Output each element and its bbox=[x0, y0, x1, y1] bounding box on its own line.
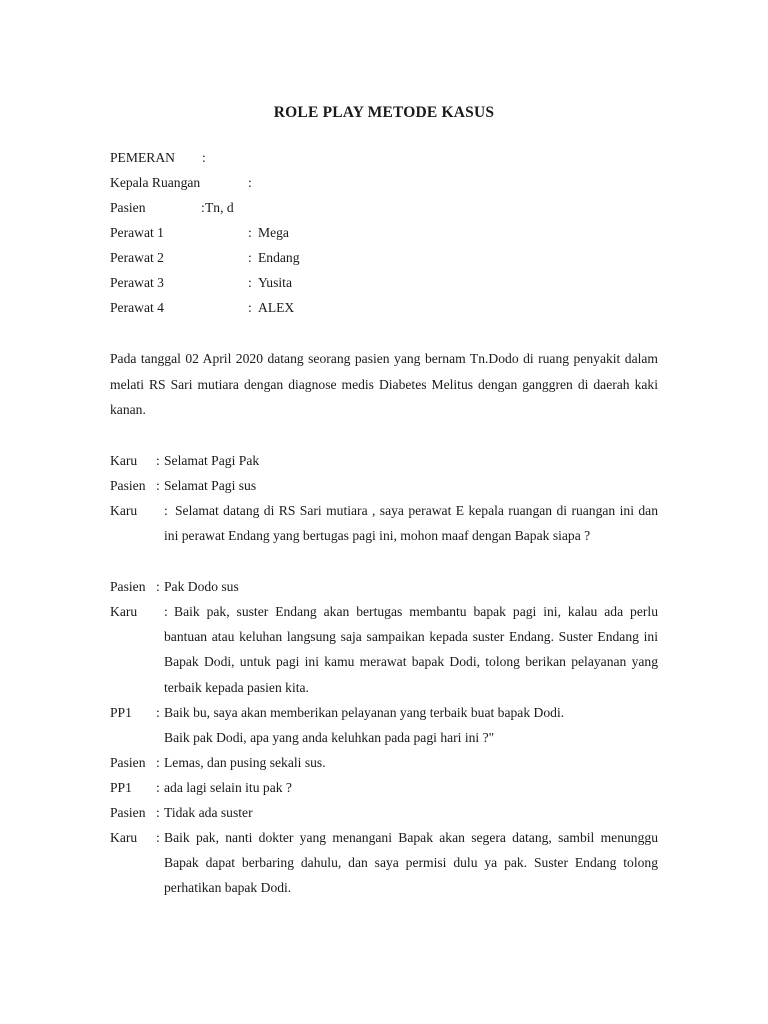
cast-sep: : bbox=[248, 275, 252, 290]
cast-label: Perawat 3 bbox=[110, 275, 164, 290]
dialogue-text-continued: Baik pak Dodi, apa yang anda keluhkan pada pagi hari ini ?" bbox=[164, 730, 495, 745]
cast-label: Perawat 2 bbox=[110, 250, 164, 265]
speaker: Pasien bbox=[110, 478, 146, 493]
dialogue-text: Pak Dodo sus bbox=[164, 579, 239, 594]
cast-sep: : bbox=[248, 225, 252, 240]
page-title: ROLE PLAY METODE KASUS bbox=[273, 104, 495, 121]
cast-sep: : bbox=[202, 150, 206, 165]
cast-value: Mega bbox=[258, 225, 289, 240]
cast-label: Perawat 4 bbox=[110, 300, 164, 315]
speaker-sep: : bbox=[156, 805, 160, 820]
cast-label: Perawat 1 bbox=[110, 225, 164, 240]
speaker: Karu bbox=[110, 830, 138, 845]
speaker-sep: : bbox=[156, 579, 160, 594]
dialogue-text: ada lagi selain itu pak ? bbox=[164, 780, 292, 795]
speaker-sep: : bbox=[156, 780, 160, 795]
speaker-sep: : bbox=[156, 755, 160, 770]
cast-value: Endang bbox=[258, 250, 300, 265]
dialogue-text: Baik pak, nanti dokter yang menangani Bapak akan segera datang, sambil menunggu Bapak dapat berbaring dahulu, dan saya permisi dulu ya pak. Suster Endang tolong perhatikan bapak Dodi. bbox=[164, 830, 658, 896]
cast-sep: : bbox=[248, 250, 252, 265]
cast-value: Yusita bbox=[258, 275, 292, 290]
speaker-sep: : bbox=[164, 503, 168, 518]
speaker-sep: : bbox=[156, 705, 160, 720]
speaker-sep: : bbox=[156, 453, 160, 468]
dialogue-text: Selamat Pagi Pak bbox=[164, 453, 260, 468]
dialogue-text: Baik bu, saya akan memberikan pelayanan yang terbaik buat bapak Dodi. bbox=[164, 705, 565, 720]
speaker: PP1 bbox=[110, 705, 132, 720]
speaker-sep: : bbox=[156, 830, 160, 845]
dialogue-text: Lemas, dan pusing sekali sus. bbox=[164, 755, 326, 770]
cast-label: Pasien bbox=[110, 200, 146, 215]
speaker: Karu bbox=[110, 604, 138, 619]
dialogue-text: Baik pak, suster Endang akan bertugas membantu bapak pagi ini, kalau ada perlu bantuan atau keluhan langsung saja sampaikan kepada suster Endang. Suster Endang ini Bapak Dodi, untuk pagi ini kamu merawat bapak Dodi, tolong berikan pelayanan yang terbaik kepada pasien kita. bbox=[164, 604, 658, 695]
speaker-sep: : bbox=[156, 478, 160, 493]
speaker-sep: : bbox=[164, 604, 168, 619]
dialogue-text: Tidak ada suster bbox=[164, 805, 253, 820]
dialogue-text: Selamat Pagi sus bbox=[164, 478, 257, 493]
dialogue-text: Selamat datang di RS Sari mutiara , saya perawat E kepala ruangan di ruangan ini dan ini perawat Endang yang bertugas pagi ini, mohon maaf dengan Bapak siapa ? bbox=[164, 503, 658, 544]
speaker: Pasien bbox=[110, 805, 146, 820]
dialogue-line bbox=[110, 700, 658, 750]
cast-value: Tn, d bbox=[205, 200, 234, 215]
dialogue-line bbox=[110, 599, 658, 700]
cast-sep: : bbox=[248, 300, 252, 315]
dialogue-line bbox=[110, 825, 658, 901]
speaker: PP1 bbox=[110, 780, 132, 795]
speaker: Pasien bbox=[110, 755, 146, 770]
cast-label: Kepala Ruangan bbox=[110, 175, 201, 190]
speaker: Karu bbox=[110, 503, 138, 518]
cast-sep: : bbox=[201, 200, 205, 215]
speaker: Pasien bbox=[110, 579, 146, 594]
cast-label: PEMERAN bbox=[110, 150, 175, 165]
speaker: Karu bbox=[110, 453, 138, 468]
dialogue-line bbox=[110, 498, 658, 574]
cast-sep: : bbox=[248, 175, 252, 190]
intro-paragraph: Pada tanggal 02 April 2020 datang seorang pasien yang bernam Tn.Dodo di ruang penyakit dalam melati RS Sari mutiara dengan diagnose medis Diabetes Melitus dengan ganggren di daerah kaki kanan. bbox=[110, 351, 658, 417]
cast-value: ALEX bbox=[258, 300, 295, 315]
